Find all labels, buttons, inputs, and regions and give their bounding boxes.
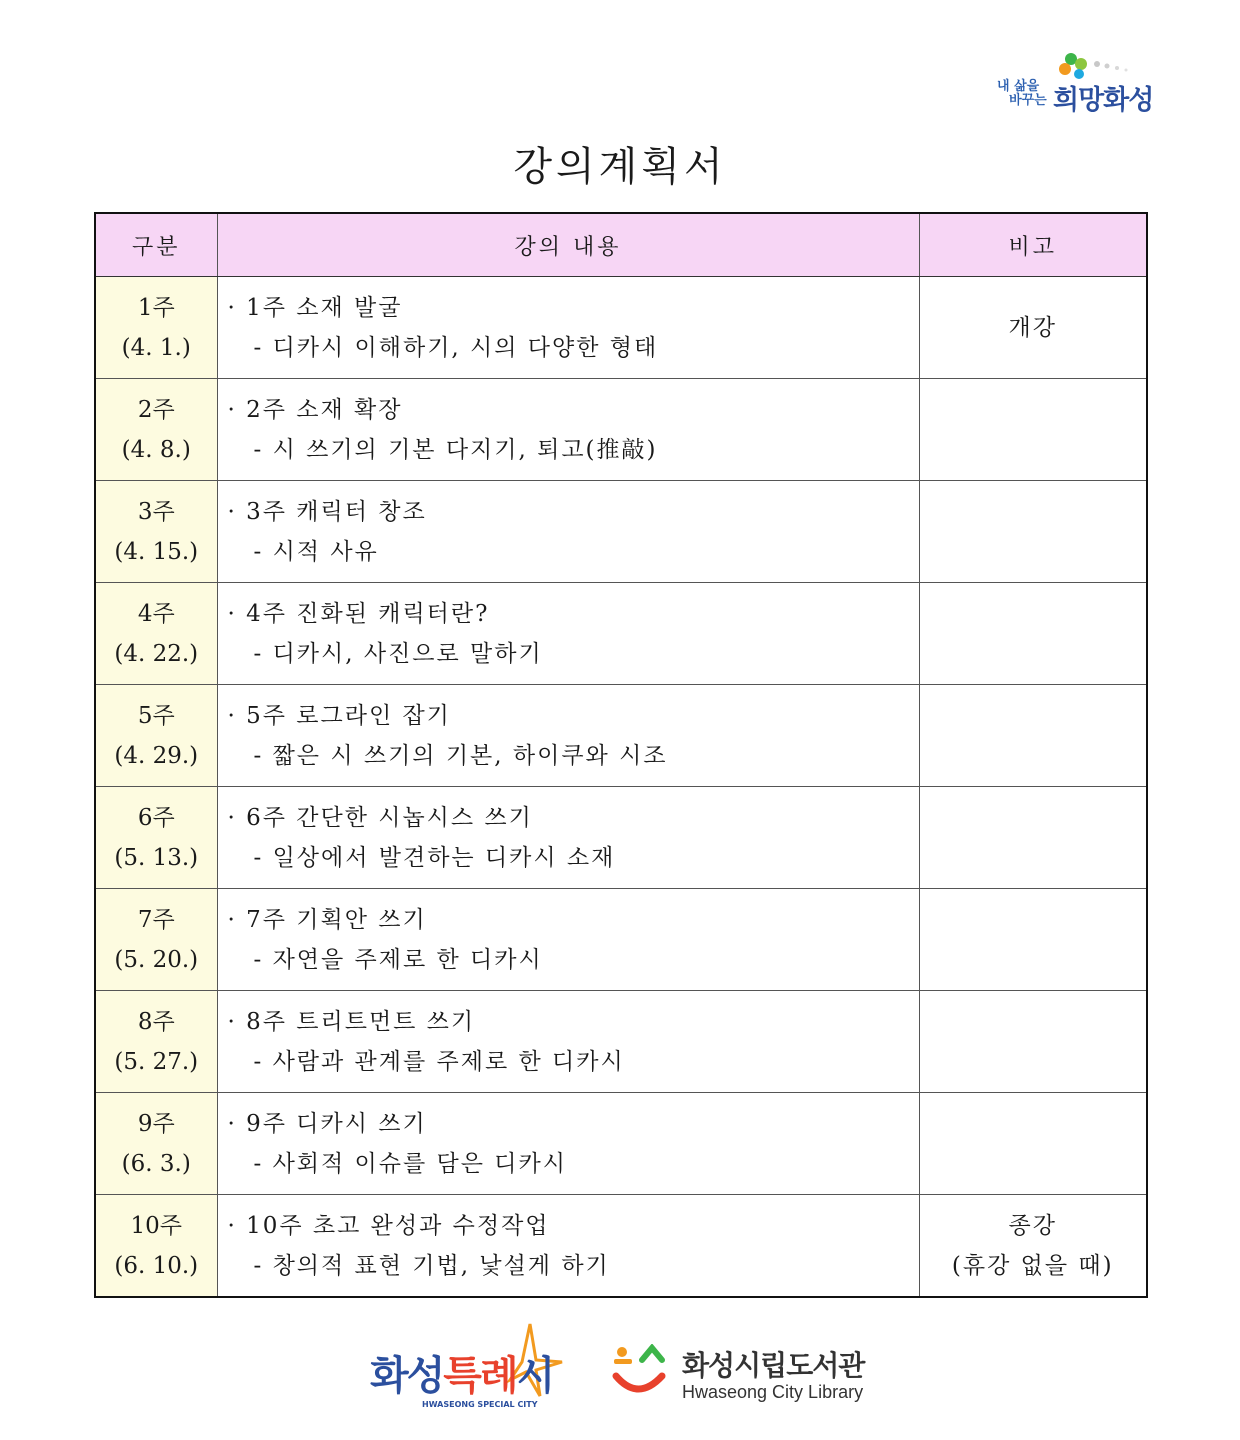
note-line2: (휴강 없을 때) <box>951 1252 1114 1279</box>
week-label: 2주 <box>137 396 175 423</box>
table-row <box>95 787 1147 889</box>
table-row <box>95 889 1147 991</box>
footer-logos <box>0 1322 1240 1412</box>
content-cell <box>217 379 919 481</box>
topic: · 9주 디카시 쓰기 <box>227 1110 427 1137</box>
note-cell <box>919 481 1147 583</box>
detail: - 디카시 이해하기, 시의 다양한 형태 <box>253 334 659 361</box>
week-label: 5주 <box>137 702 175 729</box>
week-label: 3주 <box>137 498 175 525</box>
week-date: (5. 13.) <box>114 844 199 871</box>
note-cell <box>919 1195 1147 1298</box>
table-row <box>95 583 1147 685</box>
header-category: 구분 <box>95 213 217 277</box>
week-label: 6주 <box>137 804 175 831</box>
page-title: 강의계획서 <box>513 144 727 190</box>
detail: - 사회적 이슈를 담은 디카시 <box>253 1150 567 1177</box>
detail: - 사람과 관계를 주제로 한 디카시 <box>253 1048 625 1075</box>
library-logo <box>612 1322 882 1412</box>
week-cell <box>95 889 217 991</box>
table-row <box>95 379 1147 481</box>
content-cell <box>217 481 919 583</box>
week-label: 7주 <box>137 906 175 933</box>
header-note: 비고 <box>919 213 1147 277</box>
week-cell <box>95 685 217 787</box>
week-date: (4. 1.) <box>121 334 191 361</box>
note-line1: 종강 <box>1008 1212 1057 1239</box>
detail: - 자연을 주제로 한 디카시 <box>253 946 543 973</box>
lecture-plan-table <box>94 212 1148 1298</box>
week-label: 8주 <box>137 1008 175 1035</box>
topic: · 8주 트리트먼트 쓰기 <box>227 1008 476 1035</box>
table-row <box>95 277 1147 379</box>
note-cell <box>919 991 1147 1093</box>
week-date: (4. 29.) <box>114 742 199 769</box>
week-cell <box>95 379 217 481</box>
week-date: (5. 27.) <box>114 1048 199 1075</box>
detail: - 디카시, 사진으로 말하기 <box>253 640 543 667</box>
content-cell <box>217 277 919 379</box>
note-cell <box>919 1093 1147 1195</box>
detail: - 짧은 시 쓰기의 기본, 하이쿠와 시조 <box>253 742 668 769</box>
detail: - 시적 사유 <box>253 538 379 565</box>
week-label: 9주 <box>137 1110 175 1137</box>
logo-line2: 바꾸는 <box>1009 93 1047 108</box>
week-label: 10주 <box>130 1212 182 1239</box>
note-cell <box>919 277 1147 379</box>
content-cell <box>217 787 919 889</box>
topic: · 3주 캐릭터 창조 <box>227 498 427 525</box>
week-date: (4. 22.) <box>114 640 199 667</box>
topic: · 5주 로그라인 잡기 <box>227 702 451 729</box>
table-header-row <box>95 213 1147 277</box>
library-emblem-icon <box>612 1344 672 1404</box>
week-date: (6. 3.) <box>121 1150 191 1177</box>
note-line1: 개강 <box>1008 314 1057 341</box>
detail: - 일상에서 발견하는 디카시 소재 <box>253 844 616 871</box>
city-logo-sub: HWASEONG SPECIAL CITY <box>422 1400 538 1409</box>
city-logo-text: 화성특례시 <box>370 1353 554 1399</box>
content-cell <box>217 1195 919 1298</box>
note-cell <box>919 889 1147 991</box>
week-date: (4. 15.) <box>114 538 199 565</box>
week-cell <box>95 1195 217 1298</box>
table-row <box>95 481 1147 583</box>
week-date: (5. 20.) <box>114 946 199 973</box>
hwaseong-special-city-logo <box>370 1322 570 1412</box>
topic: · 7주 기획안 쓰기 <box>227 906 427 933</box>
week-cell <box>95 991 217 1093</box>
week-label: 1주 <box>137 294 175 321</box>
content-cell <box>217 991 919 1093</box>
hope-hwaseong-logo <box>993 52 1163 114</box>
header-content: 강의 내용 <box>217 213 919 277</box>
library-english-name: Hwaseong City Library <box>682 1382 864 1402</box>
content-cell <box>217 685 919 787</box>
content-cell <box>217 583 919 685</box>
week-cell <box>95 277 217 379</box>
table-row <box>95 1195 1147 1298</box>
week-date: (6. 10.) <box>114 1252 199 1279</box>
library-name: 화성시립도서관 <box>682 1349 865 1382</box>
week-cell <box>95 583 217 685</box>
logo-line1: 내 삶을 <box>997 79 1040 94</box>
topic: · 10주 초고 완성과 수정작업 <box>227 1212 550 1239</box>
content-cell <box>217 889 919 991</box>
topic: · 4주 진화된 캐릭터란? <box>227 600 490 627</box>
note-cell <box>919 787 1147 889</box>
table-row <box>95 991 1147 1093</box>
logo-brand: 희망화성 <box>1053 85 1154 116</box>
detail: - 창의적 표현 기법, 낯설게 하기 <box>253 1252 610 1279</box>
topic: · 2주 소재 확장 <box>227 396 403 423</box>
detail: - 시 쓰기의 기본 다지기, 퇴고(推敲) <box>253 436 658 463</box>
week-date: (4. 8.) <box>121 436 191 463</box>
note-cell <box>919 379 1147 481</box>
note-cell <box>919 583 1147 685</box>
topic: · 6주 간단한 시놉시스 쓰기 <box>227 804 533 831</box>
content-cell <box>217 1093 919 1195</box>
note-cell <box>919 685 1147 787</box>
topic: · 1주 소재 발굴 <box>227 294 403 321</box>
table-row <box>95 685 1147 787</box>
week-cell <box>95 787 217 889</box>
week-cell <box>95 1093 217 1195</box>
table-row <box>95 1093 1147 1195</box>
week-cell <box>95 481 217 583</box>
week-label: 4주 <box>137 600 175 627</box>
